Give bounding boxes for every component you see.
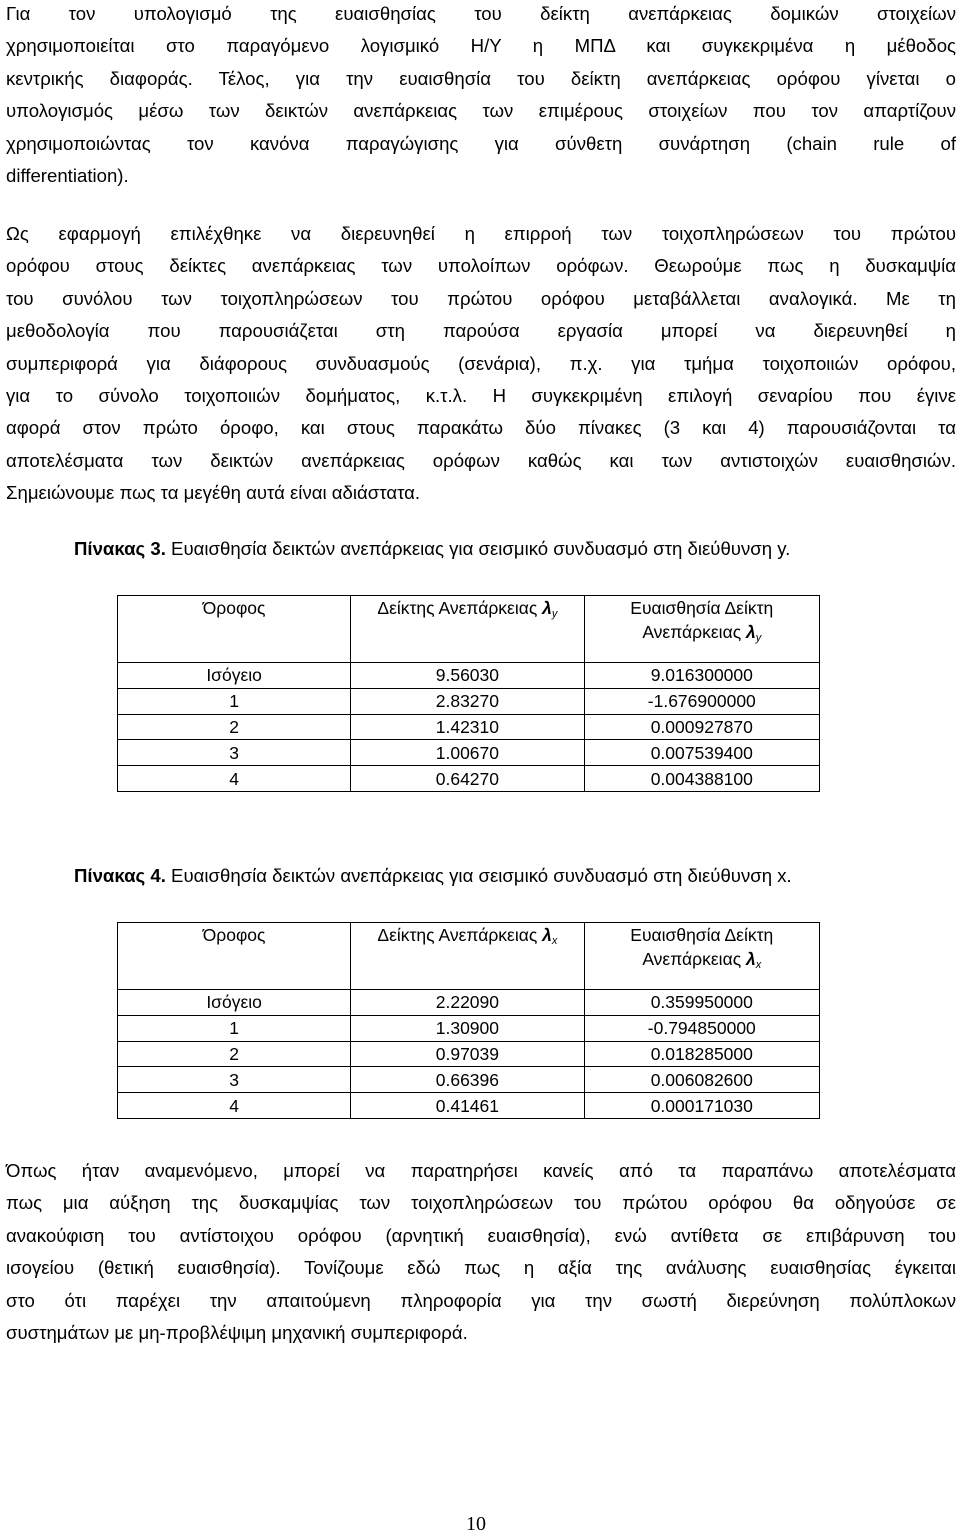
text-line: Για τον υπολογισμό της ευαισθησίας του δείκτη ανεπάρκειας δομικών στοιχείων — [6, 3, 956, 24]
table-cell: 0.97039 — [351, 1041, 584, 1067]
table3-caption-text: Ευαισθησία δεικτών ανεπάρκειας για σεισμικό συνδυασμό στη διεύθυνση y. — [165, 538, 791, 559]
text-line: ισογείου (θετική ευαισθησία). Τονίζουμε εδώ πως η αξία της ανάλυσης ευαισθησίας έγκειται — [6, 1257, 956, 1279]
text-line: Όπως ήταν αναμενόμενο, μπορεί να παρατηρήσει κανείς από τα παραπάνω αποτελέσματα — [6, 1160, 956, 1181]
text-line: για το σύνολο τοιχοποιιών δομήματος, κ.τ.λ. Η συγκεκριμένη επιλογή σεναρίου που έγινε — [6, 385, 956, 407]
text-line: ορόφου στους δείκτες ανεπάρκειας των υπολοίπων ορόφων. Θεωρούμε πως η δυσκαμψία — [6, 255, 956, 277]
table3-header-sensitivity: Ευαισθησία Δείκτη Ανεπάρκειας $\lambda_y$ — [584, 596, 819, 663]
table-row — [118, 688, 820, 714]
table-row — [118, 663, 820, 689]
table-cell: 0.359950000 — [584, 990, 819, 1016]
table-cell: 0.000927870 — [584, 714, 819, 740]
table4-caption — [74, 864, 792, 888]
table-cell: 4 — [118, 766, 351, 792]
table-row — [118, 1067, 820, 1093]
table-cell: 0.018285000 — [584, 1041, 819, 1067]
table-cell: 1.42310 — [351, 714, 584, 740]
table-cell: 1.30900 — [351, 1015, 584, 1041]
intro-paragraph — [6, 0, 956, 192]
table-cell: 0.007539400 — [584, 740, 819, 766]
conclusion-paragraph — [6, 1155, 956, 1349]
table-row — [118, 714, 820, 740]
table4-header-row — [118, 923, 820, 990]
table-cell: 9.016300000 — [584, 663, 819, 689]
table-cell: 0.41461 — [351, 1093, 584, 1119]
text-line: ανακούφιση του αντίστοιχου ορόφου (αρνητική ευαισθησία), ενώ αντίθετα σε επιβάρυνση του — [6, 1224, 956, 1246]
table-cell: -0.794850000 — [584, 1015, 819, 1041]
table-cell: 0.66396 — [351, 1067, 584, 1093]
text-line: υπολογισμός μέσω των δεικτών ανεπάρκειας των επιμέρους στοιχείων που τον απαρτίζουν — [6, 100, 956, 122]
table-row — [118, 1015, 820, 1041]
table-row — [118, 1093, 820, 1119]
text-line: του συνόλου των τοιχοπληρώσεων του πρώτου ορόφου μεταβάλλεται αναλογικά. Με τη — [6, 287, 956, 309]
table-row — [118, 740, 820, 766]
table4-caption-text: Ευαισθησία δεικτών ανεπάρκειας για σεισμικό συνδυασμό στη διεύθυνση x. — [165, 865, 792, 886]
table-cell: 2 — [118, 714, 351, 740]
table3 — [117, 595, 820, 792]
table-cell: 1.00670 — [351, 740, 584, 766]
text-line: αφορά στον πρώτο όροφο, και στους παρακάτω δύο πίνακες (3 και 4) παρουσιάζονται τα — [6, 417, 956, 439]
table4-caption-label: Πίνακας 4. — [74, 865, 166, 886]
table-cell: -1.676900000 — [584, 688, 819, 714]
table4-header-index: Δείκτης Ανεπάρκειας $\lambda_x$ — [351, 923, 584, 990]
text-line: differentiation). — [6, 165, 129, 187]
table-cell: 2.22090 — [351, 990, 584, 1016]
table4-header-sensitivity: Ευαισθησία Δείκτη Ανεπάρκειας $\lambda_x$ — [584, 923, 819, 990]
text-line: κεντρικής διαφοράς. Τέλος, για την ευαισθησία του δείκτη ανεπάρκειας ορόφου γίνεται ο — [6, 67, 956, 89]
table-row — [118, 1041, 820, 1067]
table-cell: 2 — [118, 1041, 351, 1067]
text-line: χρησιμοποιείται στο παραγόμενο λογισμικό Η/Υ η ΜΠΔ και συγκεκριμένα η μέθοδος — [6, 35, 956, 57]
table-cell: 0.000171030 — [584, 1093, 819, 1119]
table3-caption — [74, 537, 790, 561]
table3-caption-label: Πίνακας 3. — [74, 538, 166, 559]
text-line: συμπεριφορά για διάφορους συνδυασμούς (σενάρια), π.χ. για τμήμα τοιχοποιιών ορόφου, — [6, 352, 956, 374]
table4-header-floor: Όροφος — [118, 923, 351, 990]
table-cell: 0.004388100 — [584, 766, 819, 792]
page-number: 10 — [466, 1513, 486, 1535]
table-cell: 4 — [118, 1093, 351, 1119]
text-line: συστημάτων με μη-προβλέψιμη μηχανική συμπεριφορά. — [6, 1322, 468, 1344]
table3-header-row — [118, 596, 820, 663]
table-cell: 3 — [118, 740, 351, 766]
table-cell: 3 — [118, 1067, 351, 1093]
text-line: Σημειώνουμε πως τα μεγέθη αυτά είναι αδιάστατα. — [6, 482, 421, 504]
table-cell: 1 — [118, 688, 351, 714]
table-cell: 0.006082600 — [584, 1067, 819, 1093]
text-line: πως μια αύξηση της δυσκαμψίας των τοιχοπληρώσεων του πρώτου ορόφου θα οδηγούσε σε — [6, 1192, 956, 1214]
table-row — [118, 766, 820, 792]
table3-header-floor: Όροφος — [118, 596, 351, 663]
table-cell: 9.56030 — [351, 663, 584, 689]
table-cell: 0.64270 — [351, 766, 584, 792]
table-row — [118, 990, 820, 1016]
table-cell: Ισόγειο — [118, 990, 351, 1016]
table-cell: Ισόγειο — [118, 663, 351, 689]
application-paragraph — [6, 218, 956, 510]
text-line: μεθοδολογία που παρουσιάζεται στη παρούσα εργασία μπορεί να διερευνηθεί η — [6, 320, 956, 342]
text-line: χρησιμοποιώντας τον κανόνα παραγώγισης για σύνθετη συνάρτηση (chain rule of — [6, 132, 956, 154]
text-line: Ως εφαρμογή επιλέχθηκε να διερευνηθεί η επιρροή των τοιχοπληρώσεων του πρώτου — [6, 223, 956, 244]
table3-header-index: Δείκτης Ανεπάρκειας $\lambda_y$ — [351, 596, 584, 663]
table-cell: 1 — [118, 1015, 351, 1041]
table4 — [117, 922, 820, 1119]
table-cell: 2.83270 — [351, 688, 584, 714]
text-line: στο ότι παρέχει την απαιτούμενη πληροφορία για την σωστή διερεύνηση πολύπλοκων — [6, 1289, 956, 1311]
text-line: αποτελέσματα των δεικτών ανεπάρκειας ορόφων καθώς και των αντιστοιχών ευαισθησιών. — [6, 449, 956, 471]
